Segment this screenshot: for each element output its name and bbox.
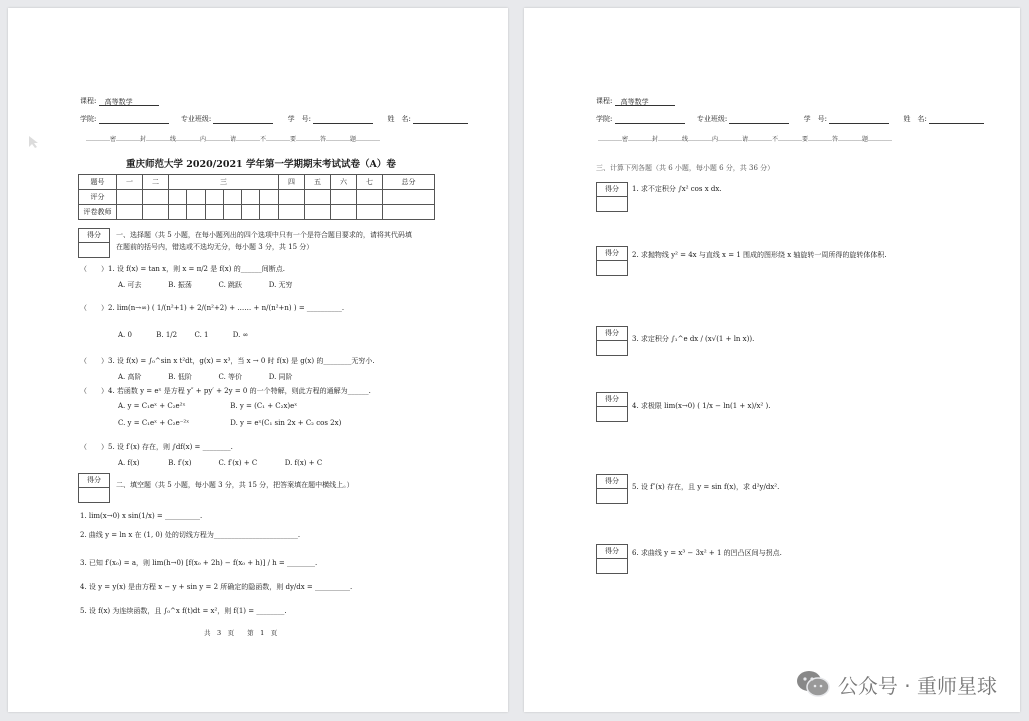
score-box-label: 得分 [597, 183, 627, 197]
major-blank [213, 115, 273, 124]
score-box-label: 得分 [597, 327, 627, 341]
student-id-label: 学 号: [803, 115, 828, 123]
score-box-q5 [596, 474, 628, 504]
exam-page-1 [8, 8, 508, 712]
college-label: 学院: [80, 115, 97, 123]
table-header-cell: 总分 [383, 175, 435, 190]
score-box-q4 [596, 392, 628, 422]
wechat-icon [796, 669, 830, 699]
exam-title: 重庆师范大学 2020/2021 学年第一学期期末考试试卷（A）卷 [126, 159, 396, 170]
table-row [79, 175, 435, 190]
option: D. 无穷 [268, 281, 293, 289]
table-row-label: 评卷教师 [79, 205, 117, 220]
major-label: 专业班级: [696, 115, 728, 123]
watermark-text: 公众号 · 重师星球 [837, 673, 997, 698]
question-1: （ ）1. 设 f(x) = tan x，则 x = π/2 是 f(x) 的______间断点. [80, 265, 285, 273]
calc-question-4: 4. 求极限 lim(x→0) ( 1/x − ln(1 + x)/x² ). [632, 402, 771, 410]
score-box-label: 得分 [597, 247, 627, 261]
major-label: 专业班级: [180, 115, 212, 123]
question-4-options-cd [118, 418, 341, 428]
course-row [596, 96, 675, 106]
course-value: 高等数学 [99, 97, 159, 106]
college-blank [615, 115, 685, 124]
section-3-heading: 三、计算下列各题（共 6 小题，每小题 6 分，共 36 分） [596, 164, 775, 172]
course-value: 高等数学 [615, 97, 675, 106]
question-4-options-ab [118, 401, 297, 411]
section-1-heading-cont: 在题前的括号内，错选或不选均无分，每小题 3 分，共 15 分） [116, 243, 314, 251]
score-box-label: 得分 [597, 545, 627, 559]
calc-question-5: 5. 设 f″(x) 存在，且 y = sin f(x)，求 d²y/dx². [632, 483, 780, 491]
score-box-label: 得分 [597, 393, 627, 407]
score-box-section-1 [78, 228, 110, 258]
student-info-row [80, 114, 468, 124]
fill-question-5: 5. 设 f(x) 为连续函数，且 ∫₀^x f(t)dt = x²，则 f(1) = ________. [80, 607, 287, 615]
table-row [79, 190, 435, 205]
option: C. 跳跃 [218, 281, 243, 289]
seal-line: …………密…………封…………线…………内…………请…………不…………要…………答…………题………… [598, 136, 893, 143]
score-box-q2 [596, 246, 628, 276]
college-label: 学院: [596, 115, 613, 123]
option: D. f(x) + C [284, 459, 323, 467]
table-row-label: 评分 [79, 190, 117, 205]
option: B. 振荡 [168, 281, 192, 289]
course-row [80, 96, 159, 106]
question-2-options [118, 330, 269, 340]
option: A. 可去 [118, 281, 142, 289]
question-4: （ ）4. 若函数 y = eˣ 是方程 y″ + py′ + 2y = 0 的一个特解，则此方程的通解为______. [80, 387, 371, 395]
score-box-label: 得分 [79, 474, 109, 488]
option: B. y = (C₁ + C₂x)eˣ [230, 402, 298, 410]
option: A. 高阶 [118, 373, 142, 381]
student-info-row [596, 114, 984, 124]
table-header-cell: 题号 [79, 175, 117, 190]
table-header-cell: 七 [357, 175, 383, 190]
student-id-label: 学 号: [287, 115, 312, 123]
option: C. y = C₁eˣ + C₂e⁻²ˣ [118, 419, 190, 427]
calc-question-3: 3. 求定积分 ∫₁^e dx / (x√(1 + ln x)). [632, 335, 755, 343]
fill-question-2: 2. 曲线 y = ln x 在 (1, 0) 处的切线方程为________________________. [80, 531, 301, 539]
option: C. 1 [194, 331, 209, 339]
exam-page-2 [524, 8, 1020, 712]
calc-question-6: 6. 求曲线 y = x³ − 3x² + 1 的凹凸区间与拐点. [632, 549, 782, 557]
fill-question-3: 3. 已知 f′(x₀) = a，则 lim(h→0) [f(x₀ + 2h) − f(x₀ + h)] / h = ________. [80, 559, 318, 567]
option: C. f′(x) + C [218, 459, 258, 467]
score-box-label: 得分 [597, 475, 627, 489]
table-row [79, 205, 435, 220]
page-footer: 共 3 页 第 1 页 [204, 629, 278, 637]
option: D. 同阶 [268, 373, 293, 381]
option: B. 1/2 [156, 331, 178, 339]
option: B. f′(x) [168, 459, 192, 467]
score-box-section-2 [78, 473, 110, 503]
fill-question-1: 1. lim(x→0) x sin(1/x) = __________. [80, 512, 203, 520]
student-id-blank [313, 115, 373, 124]
table-header-cell: 二 [143, 175, 169, 190]
seal-line: …………密…………封…………线…………内…………请…………不…………要…………答…………题………… [86, 136, 381, 143]
section-2-heading: 二、填空题（共 5 小题，每小题 3 分，共 15 分，把答案填在题中横线上。） [116, 481, 354, 489]
name-blank [413, 115, 468, 124]
name-label: 姓 名: [903, 115, 927, 123]
table-header-cell: 五 [305, 175, 331, 190]
question-3: （ ）3. 设 f(x) = ∫₀^sin x t²dt，g(x) = x³，当 x → 0 时 f(x) 是 g(x) 的________无穷小. [80, 357, 375, 365]
wechat-watermark [796, 669, 997, 699]
score-box-label: 得分 [79, 229, 109, 243]
option: D. ∞ [232, 331, 249, 339]
course-label: 课程: [80, 97, 97, 105]
table-header-cell: 一 [117, 175, 143, 190]
name-label: 姓 名: [387, 115, 411, 123]
question-5-options [118, 458, 349, 468]
question-2: （ ）2. lim(n→∞) ( 1/(n²+1) + 2/(n²+2) + …… + n/(n²+n) ) = __________. [80, 304, 345, 312]
option: D. y = eˣ(C₁ sin 2x + C₂ cos 2x) [230, 419, 342, 427]
option: C. 等价 [218, 373, 243, 381]
option: A. f(x) [118, 459, 140, 467]
question-5: （ ）5. 设 f′(x) 存在，则 ∫df(x) = ________. [80, 443, 233, 451]
cursor-icon [28, 135, 40, 149]
question-3-options [118, 372, 317, 382]
score-box-q6 [596, 544, 628, 574]
major-blank [729, 115, 789, 124]
course-label: 课程: [596, 97, 613, 105]
option: A. 0 [118, 331, 132, 339]
section-1-heading: 一、选择题（共 5 小题，在每小题列出的四个选项中只有一个是符合题目要求的，请将其代码填 [116, 231, 412, 239]
calc-question-2: 2. 求抛物线 y² = 4x 与直线 x = 1 围成的图形绕 x 轴旋转一周所得的旋转体体积. [632, 251, 887, 259]
score-table [78, 174, 435, 220]
table-header-cell: 六 [331, 175, 357, 190]
table-header-cell: 三 [169, 175, 279, 190]
score-box-q3 [596, 326, 628, 356]
student-id-blank [829, 115, 889, 124]
college-blank [99, 115, 169, 124]
option: B. 低阶 [168, 373, 192, 381]
calc-question-1: 1. 求不定积分 ∫x² cos x dx. [632, 185, 722, 193]
option: A. y = C₁eˣ + C₂e²ˣ [118, 402, 186, 410]
score-box-q1 [596, 182, 628, 212]
question-1-options [118, 280, 317, 290]
fill-question-4: 4. 设 y = y(x) 是由方程 x − y + sin y = 2 所确定的隐函数，则 dy/dx = __________. [80, 583, 353, 591]
name-blank [929, 115, 984, 124]
table-header-cell: 四 [279, 175, 305, 190]
